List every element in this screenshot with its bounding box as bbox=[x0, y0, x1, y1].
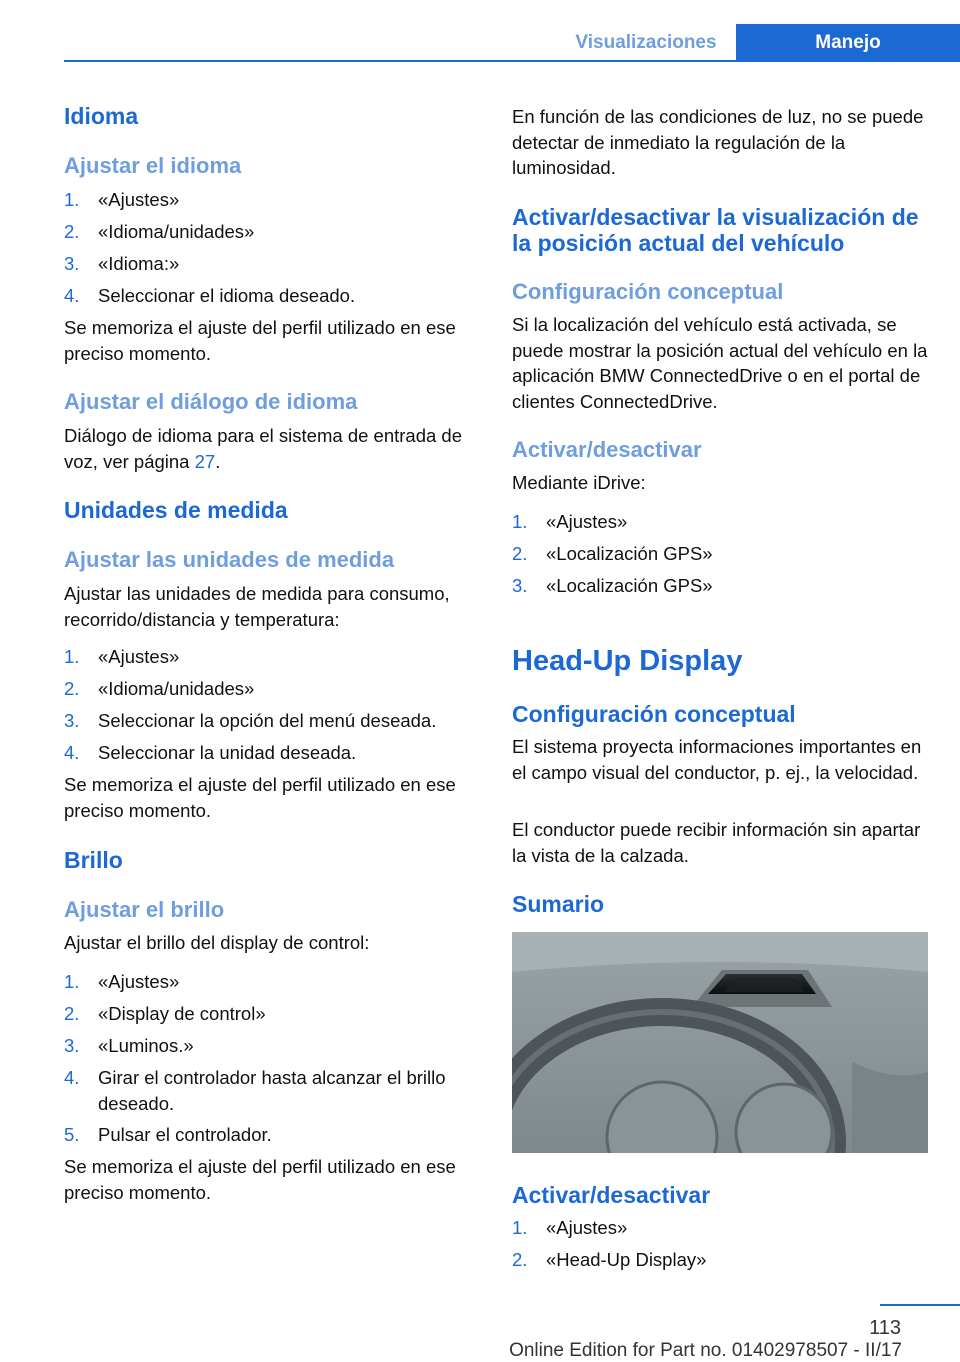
heading-posicion: Activar/desactivar la visualización de la posición actual del vehículo bbox=[512, 204, 919, 256]
list-item: 1. «Ajustes» bbox=[64, 189, 180, 210]
paragraph-luz: En función de las condiciones de luz, no se puede detectar de inmediato la regulación de la luminosidad. bbox=[512, 106, 924, 178]
paragraph-brillo: Ajustar el brillo del display de control: bbox=[64, 932, 370, 953]
header-rule bbox=[64, 60, 960, 62]
edition-note: Online Edition for Part no. 01402978507 - II/17 bbox=[509, 1340, 902, 1361]
list-item: 1. «Ajustes» bbox=[512, 511, 628, 532]
list-item: 4. Seleccionar la unidad deseada. bbox=[64, 742, 357, 763]
paragraph-unidades: Ajustar las unidades de medida para consumo, recorrido/distancia y temperatura: bbox=[64, 583, 450, 630]
heading-idioma: Idioma bbox=[64, 103, 139, 129]
list-item: 3. Seleccionar la opción del menú deseada. bbox=[64, 710, 437, 731]
heading-ajustar-unidades: Ajustar las unidades de medida bbox=[64, 547, 395, 572]
list-item: 2. «Idioma/unidades» bbox=[64, 678, 255, 699]
page-link[interactable]: 27 bbox=[194, 450, 216, 472]
list-item: 3. «Localización GPS» bbox=[512, 575, 713, 596]
heading-ajustar-brillo: Ajustar el brillo bbox=[64, 897, 225, 922]
list-item: 2. «Head-Up Display» bbox=[512, 1249, 707, 1270]
heading-dialogo: Ajustar el diálogo de idioma bbox=[64, 389, 358, 414]
paragraph-dialogo: Diálogo de idioma para el sistema de entrada de voz, ver página 27. bbox=[64, 425, 462, 472]
tab-manejo: Manejo bbox=[736, 24, 960, 62]
heading-activar: Activar/desactivar bbox=[512, 437, 702, 462]
list-item: 1. «Ajustes» bbox=[512, 1217, 628, 1238]
paragraph-conceptual: Si la localización del vehículo está activada, se puede mostrar la posición actual del vehículo en la aplicación BMW ConnectedDrive o en el portal de clientes ConnectedDrive. bbox=[512, 314, 928, 412]
list-item: 5. Pulsar el controlador. bbox=[64, 1124, 272, 1145]
paragraph-idrive: Mediante iDrive: bbox=[512, 472, 646, 493]
paragraph-hud: El conductor puede recibir información sin apartar la vista de la calzada. bbox=[512, 819, 921, 866]
heading-unidades: Unidades de medida bbox=[64, 497, 288, 523]
paragraph-hud: El sistema proyecta informaciones importantes en el campo visual del conductor, p. ej., la velocidad. bbox=[512, 736, 922, 783]
list-item: 2. «Idioma/unidades» bbox=[64, 221, 255, 242]
tab-visualizaciones: Visualizaciones bbox=[575, 32, 717, 53]
paragraph-memo: Se memoriza el ajuste del perfil utilizado en ese preciso momento. bbox=[64, 1156, 456, 1203]
paragraph-memo: Se memoriza el ajuste del perfil utilizado en ese preciso momento. bbox=[64, 774, 456, 821]
list-item: 2. «Display de control» bbox=[64, 1003, 266, 1024]
heading-conceptual: Configuración conceptual bbox=[512, 279, 784, 304]
list-item: 1. «Ajustes» bbox=[64, 971, 180, 992]
heading-sumario: Sumario bbox=[512, 891, 605, 917]
footer-rule bbox=[880, 1304, 960, 1306]
list-item: 3. «Idioma:» bbox=[64, 253, 180, 274]
page-number: 113 bbox=[869, 1317, 901, 1339]
list-item: 1. «Ajustes» bbox=[64, 646, 180, 667]
list-item: 3. «Luminos.» bbox=[64, 1035, 194, 1056]
list-item: 4. Seleccionar el idioma deseado. bbox=[64, 285, 356, 306]
heading-activar: Activar/desactivar bbox=[512, 1182, 711, 1208]
heading-conceptual: Configuración conceptual bbox=[512, 701, 796, 727]
heading-ajustar-idioma: Ajustar el idioma bbox=[64, 153, 242, 178]
heading-head-up-display: Head-Up Display bbox=[512, 645, 743, 677]
hud-dashboard-image bbox=[512, 932, 928, 1153]
list-item: 2. «Localización GPS» bbox=[512, 543, 713, 564]
heading-brillo: Brillo bbox=[64, 847, 123, 873]
list-item: 4. Girar el controlador hasta alcanzar el brillo deseado. bbox=[64, 1067, 446, 1114]
paragraph-memo: Se memoriza el ajuste del perfil utilizado en ese preciso momento. bbox=[64, 317, 456, 364]
